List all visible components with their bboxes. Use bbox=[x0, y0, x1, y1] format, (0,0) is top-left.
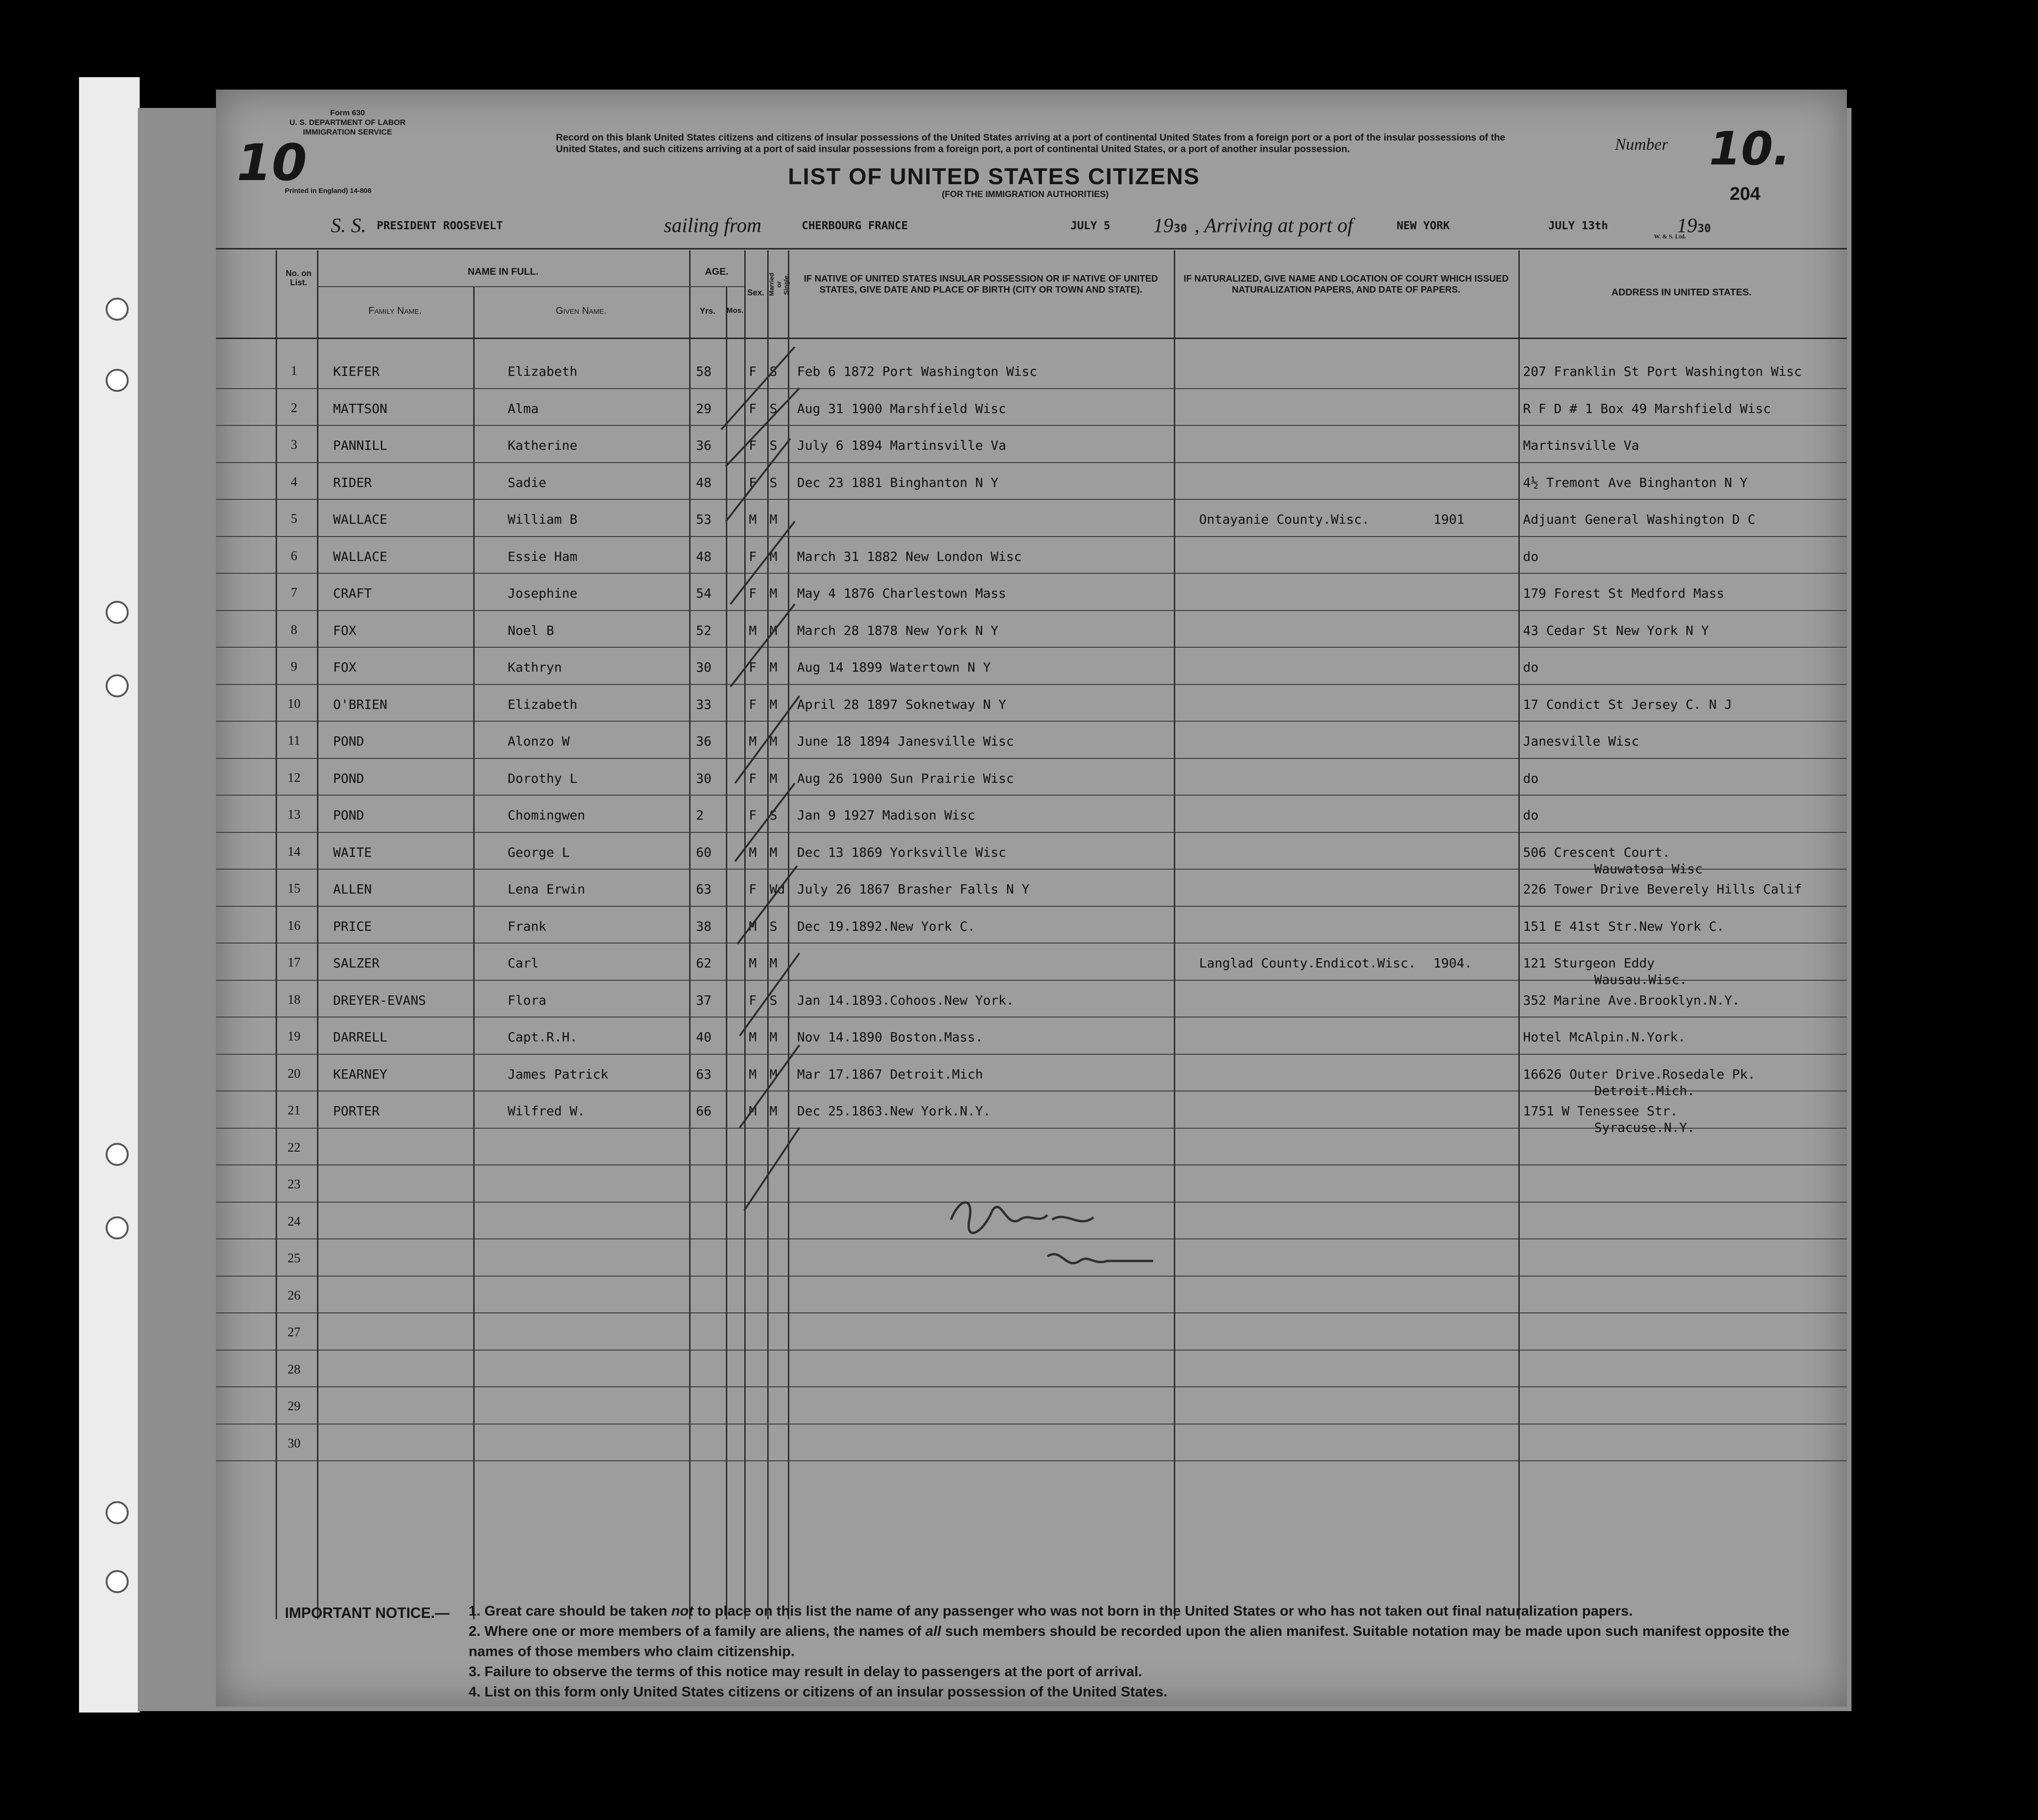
given-name: Chomingwen bbox=[508, 808, 585, 823]
notice-item: 4. List on this form only United States citizens or citizens of an insular possession of the United States. bbox=[469, 1684, 1168, 1700]
printed-in: Printed in England) 14-808 bbox=[285, 187, 372, 195]
header-yrs: Yrs. bbox=[699, 306, 716, 316]
row-number: 19 bbox=[288, 1029, 300, 1044]
row-number: 29 bbox=[288, 1399, 300, 1413]
notice-item: 3. Failure to observe the terms of this notice may result in delay to passengers at the port of arrival. bbox=[469, 1663, 1143, 1679]
age-years: 63 bbox=[696, 1066, 712, 1082]
address-line-2: Detroit.Mich. bbox=[1594, 1083, 1695, 1098]
given-name: Lena Erwin bbox=[508, 882, 585, 897]
marital-status: S bbox=[770, 808, 777, 823]
row-number: 12 bbox=[288, 770, 300, 785]
address-line-1: 43 Cedar St New York N Y bbox=[1523, 622, 1709, 638]
table-row bbox=[216, 1057, 1847, 1098]
table-row bbox=[216, 1130, 1847, 1168]
row-number: 30 bbox=[288, 1436, 300, 1451]
name-header-rule bbox=[317, 286, 689, 287]
binder-hole bbox=[106, 369, 129, 392]
marital-status: M bbox=[770, 1066, 777, 1082]
row-number: 2 bbox=[291, 401, 297, 415]
age-years: 48 bbox=[696, 475, 712, 490]
age-years: 37 bbox=[696, 992, 712, 1008]
table-row bbox=[216, 1019, 1847, 1057]
sex: F bbox=[749, 770, 757, 786]
naturalization-court: Langlad County.Endicot.Wisc. bbox=[1199, 955, 1416, 971]
page-title: LIST OF UNITED STATES CITIZENS bbox=[788, 164, 1200, 189]
age-years: 63 bbox=[696, 882, 712, 897]
handwritten-check-marks bbox=[712, 347, 804, 1220]
number-label: Number bbox=[1615, 135, 1668, 153]
family-name: FOX bbox=[333, 622, 357, 638]
intro-text: Record on this blank United States citizens and citizens of insular possessions of the United States arriving at a port of continental United States from a foreign port or a port of the insular possessions of the United States, and such citizens arriving at a port of said insular possessions from a foreign port, a port of continental United States, or a port of another insular possession. bbox=[556, 132, 1506, 154]
age-years: 40 bbox=[696, 1029, 712, 1045]
sex: M bbox=[749, 512, 757, 527]
address-line-1: Hotel McAlpin.N.York. bbox=[1523, 1029, 1686, 1045]
row-number: 9 bbox=[291, 660, 297, 674]
family-name: PANNILL bbox=[333, 438, 388, 453]
age-years: 53 bbox=[696, 512, 712, 527]
sex: F bbox=[749, 992, 757, 1008]
header-naturalized: IF NATURALIZED, GIVE NAME AND LOCATION OF COURT WHICH ISSUED NATURALIZATION PAPERS, AND DATE OF PAPERS. bbox=[1183, 274, 1509, 295]
voyage-line: S. S. PRESIDENT ROOSEVELT sailing from CHERBOURG FRANCE JULY 5 19 30 , Arriving at port of NEW YORK JULY 13th 19 30 W. & S. Ltd. bbox=[331, 214, 1711, 240]
family-name: WAITE bbox=[333, 844, 372, 860]
row-number: 6 bbox=[291, 548, 297, 563]
header-family-name: Family Name. bbox=[368, 305, 422, 316]
marital-status: M bbox=[770, 696, 777, 712]
family-name: WALLACE bbox=[333, 548, 388, 564]
sex: F bbox=[749, 401, 757, 416]
binder-hole bbox=[106, 601, 129, 624]
sex: F bbox=[749, 364, 757, 379]
arrival-port: NEW YORK bbox=[1397, 219, 1450, 232]
sex: M bbox=[749, 844, 757, 860]
given-name: Wilfred W. bbox=[508, 1103, 585, 1119]
address-line-2: Syracuse.N.Y. bbox=[1594, 1120, 1695, 1135]
age-header-rule bbox=[689, 286, 744, 287]
marital-status: M bbox=[770, 548, 777, 564]
row-number: 3 bbox=[291, 438, 297, 452]
marital-status: Wd bbox=[770, 882, 785, 897]
address-line-1: do bbox=[1523, 548, 1539, 564]
table-row bbox=[216, 1352, 1847, 1390]
row-number: 25 bbox=[288, 1251, 300, 1266]
birth-date-place: March 31 1882 New London Wisc bbox=[797, 548, 1022, 564]
row-number: 13 bbox=[288, 808, 300, 822]
binder-hole bbox=[106, 674, 129, 697]
table-row bbox=[216, 797, 1847, 835]
sex: M bbox=[749, 734, 757, 749]
row-number: 7 bbox=[291, 586, 297, 600]
birth-date-place: Dec 19.1892.New York C. bbox=[797, 918, 975, 934]
handwritten-page-number: 10 bbox=[237, 133, 307, 192]
given-name: Noel B bbox=[508, 622, 555, 638]
important-notice bbox=[285, 1601, 1838, 1702]
header-sex: Sex. bbox=[747, 288, 764, 297]
marital-status: S bbox=[770, 364, 777, 379]
family-name: PRICE bbox=[333, 918, 372, 934]
marital-status: M bbox=[770, 844, 777, 860]
table-row bbox=[216, 613, 1847, 650]
birth-date-place: Jan 14.1893.Cohoos.New York. bbox=[797, 992, 1014, 1008]
table-row bbox=[216, 687, 1847, 724]
sail-date: JULY 5 bbox=[1070, 219, 1110, 232]
marital-status: S bbox=[770, 438, 777, 453]
family-name: O'BRIEN bbox=[333, 696, 388, 712]
binder-hole bbox=[106, 298, 129, 321]
sex: M bbox=[749, 955, 757, 971]
address-line-1: 16626 Outer Drive.Rosedale Pk. bbox=[1523, 1066, 1755, 1082]
header-married-single: Married or Single. bbox=[768, 272, 790, 296]
age-years: 2 bbox=[696, 808, 704, 823]
table-row bbox=[216, 650, 1847, 687]
header-bottom-rule bbox=[216, 338, 1847, 339]
family-name: POND bbox=[333, 770, 364, 786]
sex: F bbox=[749, 438, 757, 453]
header-name-in-full: NAME IN FULL. bbox=[468, 266, 538, 277]
sex: F bbox=[749, 882, 757, 897]
marital-status: M bbox=[770, 1029, 777, 1045]
row-number: 18 bbox=[288, 992, 300, 1007]
row-number: 4 bbox=[291, 475, 297, 489]
address-line-1: 121 Sturgeon Eddy bbox=[1523, 955, 1655, 971]
birth-date-place: July 26 1867 Brasher Falls N Y bbox=[797, 882, 1030, 897]
notice-item: 2. Where one or more members of a family are aliens, the names of all such members should be recorded upon the alien manifest. Suitable notation may be made upon such manifest opposite the names of those members who claim citizenship. bbox=[469, 1623, 1790, 1659]
binder-strip bbox=[79, 77, 140, 1713]
given-name: George L bbox=[508, 844, 570, 860]
sex: F bbox=[749, 548, 757, 564]
binder-hole bbox=[106, 1143, 129, 1166]
marital-status: M bbox=[770, 734, 777, 749]
address-line-1: Adjuant General Washington D C bbox=[1523, 512, 1755, 527]
stamp-number: 204 bbox=[1730, 184, 1761, 204]
family-name: KIEFER bbox=[333, 364, 380, 379]
table-row bbox=[216, 576, 1847, 613]
marital-status: S bbox=[770, 918, 777, 934]
header-no-on-list: No. on List. bbox=[286, 269, 311, 287]
address-line-1: 4½ Tremont Ave Binghanton N Y bbox=[1523, 475, 1748, 490]
given-name: James Patrick bbox=[508, 1066, 609, 1082]
table-row bbox=[216, 871, 1847, 909]
table-row bbox=[216, 761, 1847, 798]
age-years: 30 bbox=[696, 770, 712, 786]
marital-status: S bbox=[770, 992, 777, 1008]
address-line-1: do bbox=[1523, 808, 1539, 823]
table-row bbox=[216, 1093, 1847, 1135]
table-row bbox=[216, 1389, 1847, 1426]
notice-item: 1. Great care should be taken not to place on this list the name of any passenger who was not born in the United States or who has not taken out final naturalization papers. bbox=[469, 1603, 1633, 1619]
address-line-1: 151 E 41st Str.New York C. bbox=[1523, 918, 1725, 934]
family-name: ALLEN bbox=[333, 882, 372, 897]
binder-hole bbox=[106, 1570, 129, 1593]
row-number: 28 bbox=[288, 1362, 300, 1377]
given-name: Alma bbox=[508, 401, 539, 416]
manifest-page bbox=[216, 90, 1847, 1707]
sex: M bbox=[749, 918, 757, 934]
birth-date-place: Feb 6 1872 Port Washington Wisc bbox=[797, 364, 1037, 379]
row-number: 26 bbox=[288, 1288, 300, 1303]
notice-lead: IMPORTANT NOTICE.— bbox=[285, 1605, 450, 1621]
address-line-1: 179 Forest St Medford Mass bbox=[1523, 586, 1725, 601]
family-name: DREYER-EVANS bbox=[333, 992, 426, 1008]
ship-name: PRESIDENT ROOSEVELT bbox=[377, 219, 503, 232]
given-name: Kathryn bbox=[508, 660, 562, 675]
header-mos: Mos. bbox=[726, 307, 744, 315]
address-line-1: 226 Tower Drive Beverely Hills Calif bbox=[1523, 882, 1802, 897]
given-name: Flora bbox=[508, 992, 547, 1008]
age-years: 54 bbox=[696, 586, 712, 601]
age-years: 30 bbox=[696, 660, 712, 675]
table-row bbox=[216, 1315, 1847, 1352]
given-name: Frank bbox=[508, 918, 547, 934]
table-row bbox=[216, 502, 1847, 539]
table-row bbox=[216, 465, 1847, 502]
header-address: ADDRESS IN UNITED STATES. bbox=[1611, 287, 1752, 298]
sex: F bbox=[749, 475, 757, 490]
age-years: 36 bbox=[696, 438, 712, 453]
age-years: 58 bbox=[696, 364, 712, 379]
header-birth: IF NATIVE OF UNITED STATES INSULAR POSSESSION OR IF NATIVE OF UNITED STATES, GIVE DATE AND PLACE OF BIRTH (CITY OR TOWN AND STATE). bbox=[804, 274, 1158, 295]
birth-date-place: Dec 23 1881 Binghanton N Y bbox=[797, 475, 999, 490]
naturalization-court: Ontayanie County.Wisc. bbox=[1199, 512, 1370, 527]
address-line-1: 17 Condict St Jersey C. N J bbox=[1523, 696, 1732, 712]
marital-status: M bbox=[770, 622, 777, 638]
given-name: Josephine bbox=[508, 586, 577, 601]
table-top-rule bbox=[216, 248, 1847, 249]
marital-status: S bbox=[770, 475, 777, 490]
birth-date-place: Nov 14.1890 Boston.Mass. bbox=[797, 1029, 983, 1045]
row-number: 22 bbox=[288, 1140, 300, 1155]
sex: M bbox=[749, 622, 757, 638]
family-name: RIDER bbox=[333, 475, 372, 490]
age-years: 36 bbox=[696, 734, 712, 749]
binder-hole bbox=[106, 1501, 129, 1524]
birth-date-place: June 18 1894 Janesville Wisc bbox=[797, 734, 1014, 749]
age-years: 52 bbox=[696, 622, 712, 638]
row-number: 20 bbox=[288, 1066, 300, 1081]
manifest-number: 10. bbox=[1709, 122, 1791, 175]
arrival-date: JULY 13th bbox=[1548, 219, 1608, 232]
age-years: 33 bbox=[696, 696, 712, 712]
birth-date-place: Aug 31 1900 Marshfield Wisc bbox=[797, 401, 1007, 416]
table-row bbox=[216, 354, 1847, 391]
row-number: 17 bbox=[288, 955, 300, 970]
sex: F bbox=[749, 660, 757, 675]
address-line-1: 506 Crescent Court. bbox=[1523, 844, 1670, 860]
birth-date-place: May 4 1876 Charlestown Mass bbox=[797, 586, 1007, 601]
birth-date-place: Jan 9 1927 Madison Wisc bbox=[797, 808, 975, 823]
departure-port: CHERBOURG FRANCE bbox=[802, 219, 908, 232]
form-info: Form 630 U. S. DEPARTMENT OF LABOR IMMIGRATION SERVICE bbox=[289, 108, 406, 136]
age-years: 60 bbox=[696, 844, 712, 860]
address-line-1: R F D # 1 Box 49 Marshfield Wisc bbox=[1523, 401, 1771, 416]
row-number: 8 bbox=[291, 622, 297, 637]
birth-date-place: Dec 13 1869 Yorksville Wisc bbox=[797, 844, 1007, 860]
family-name: POND bbox=[333, 734, 364, 749]
row-number: 1 bbox=[291, 364, 297, 378]
family-name: CRAFT bbox=[333, 586, 372, 601]
birth-date-place: March 28 1878 New York N Y bbox=[797, 622, 999, 638]
binder-hole bbox=[106, 1216, 129, 1239]
given-name: Alonzo W bbox=[508, 734, 570, 749]
given-name: Carl bbox=[508, 955, 539, 971]
header-given-name: Given Name. bbox=[555, 305, 607, 316]
birth-date-place: Aug 14 1899 Watertown N Y bbox=[797, 660, 991, 675]
address-line-1: Martinsville Va bbox=[1523, 438, 1639, 453]
table-row bbox=[216, 1426, 1847, 1464]
given-name: Katherine bbox=[508, 438, 577, 453]
family-name: PORTER bbox=[333, 1103, 380, 1119]
address-line-1: 352 Marine Ave.Brooklyn.N.Y. bbox=[1523, 992, 1740, 1008]
given-name: Elizabeth bbox=[508, 696, 577, 712]
family-name: DARRELL bbox=[333, 1029, 388, 1045]
birth-date-place: Dec 25.1863.New York.N.Y. bbox=[797, 1103, 991, 1119]
age-years: 29 bbox=[696, 401, 712, 416]
marital-status: S bbox=[770, 401, 777, 416]
age-years: 48 bbox=[696, 548, 712, 564]
address-line-1: do bbox=[1523, 770, 1539, 786]
family-name: WALLACE bbox=[333, 512, 388, 527]
row-number: 15 bbox=[288, 882, 300, 896]
row-number: 23 bbox=[288, 1177, 300, 1192]
marital-status: M bbox=[770, 1103, 777, 1119]
family-name: MATTSON bbox=[333, 401, 388, 416]
row-number: 10 bbox=[288, 696, 300, 711]
family-name: KEARNEY bbox=[333, 1066, 388, 1082]
given-name: William B bbox=[508, 512, 577, 527]
table-row bbox=[216, 428, 1847, 465]
table-row bbox=[216, 945, 1847, 987]
sex: M bbox=[749, 1066, 757, 1082]
marital-status: M bbox=[770, 770, 777, 786]
marital-status: M bbox=[770, 955, 777, 971]
given-name: Essie Ham bbox=[508, 548, 577, 564]
address-line-1: do bbox=[1523, 660, 1539, 675]
given-name: Sadie bbox=[508, 475, 547, 490]
row-number: 27 bbox=[288, 1325, 300, 1340]
marital-status: M bbox=[770, 586, 777, 601]
row-number: 21 bbox=[288, 1103, 300, 1118]
sex: F bbox=[749, 696, 757, 712]
table-row bbox=[216, 539, 1847, 576]
row-number: 5 bbox=[291, 512, 297, 526]
birth-date-place: April 28 1897 Soknetway N Y bbox=[797, 696, 1007, 712]
sex: F bbox=[749, 586, 757, 601]
table-row bbox=[216, 723, 1847, 761]
family-name: SALZER bbox=[333, 955, 380, 971]
birth-date-place: Mar 17.1867 Detroit.Mich bbox=[797, 1066, 983, 1082]
address-line-1: Janesville Wisc bbox=[1523, 734, 1639, 749]
address-line-2: Wauwatosa Wisc bbox=[1594, 861, 1703, 876]
naturalization-year: 1904. bbox=[1433, 955, 1472, 971]
page-subtitle: (FOR THE IMMIGRATION AUTHORITIES) bbox=[942, 190, 1109, 199]
row-number: 16 bbox=[288, 918, 300, 933]
sex: M bbox=[749, 1029, 757, 1045]
address-line-1: 1751 W Tenessee Str. bbox=[1523, 1103, 1678, 1119]
row-number: 11 bbox=[288, 734, 300, 748]
birth-date-place: Aug 26 1900 Sun Prairie Wisc bbox=[797, 770, 1014, 786]
birth-date-place: July 6 1894 Martinsville Va bbox=[797, 438, 1007, 453]
age-years: 62 bbox=[696, 955, 712, 971]
table-row bbox=[216, 983, 1847, 1020]
header-age: AGE. bbox=[705, 266, 729, 277]
address-line-2: Wausau.Wisc. bbox=[1594, 972, 1687, 987]
marital-status: M bbox=[770, 660, 777, 675]
address-line-1: 207 Franklin St Port Washington Wisc bbox=[1523, 364, 1802, 379]
age-years: 38 bbox=[696, 918, 712, 934]
given-name: Capt.R.H. bbox=[508, 1029, 577, 1045]
naturalization-year: 1901 bbox=[1433, 512, 1465, 527]
age-years: 66 bbox=[696, 1103, 712, 1119]
row-number: 14 bbox=[288, 844, 300, 859]
given-name: Dorothy L bbox=[508, 770, 577, 786]
marital-status: M bbox=[770, 512, 777, 527]
table-row bbox=[216, 835, 1847, 876]
sex: M bbox=[749, 1103, 757, 1119]
family-name: POND bbox=[333, 808, 364, 823]
given-name: Elizabeth bbox=[508, 364, 577, 379]
handwritten-signature bbox=[942, 1192, 1236, 1293]
row-number: 24 bbox=[288, 1214, 300, 1229]
table-row bbox=[216, 391, 1847, 428]
table-row bbox=[216, 909, 1847, 946]
family-name: FOX bbox=[333, 660, 357, 675]
sex: F bbox=[749, 808, 757, 823]
